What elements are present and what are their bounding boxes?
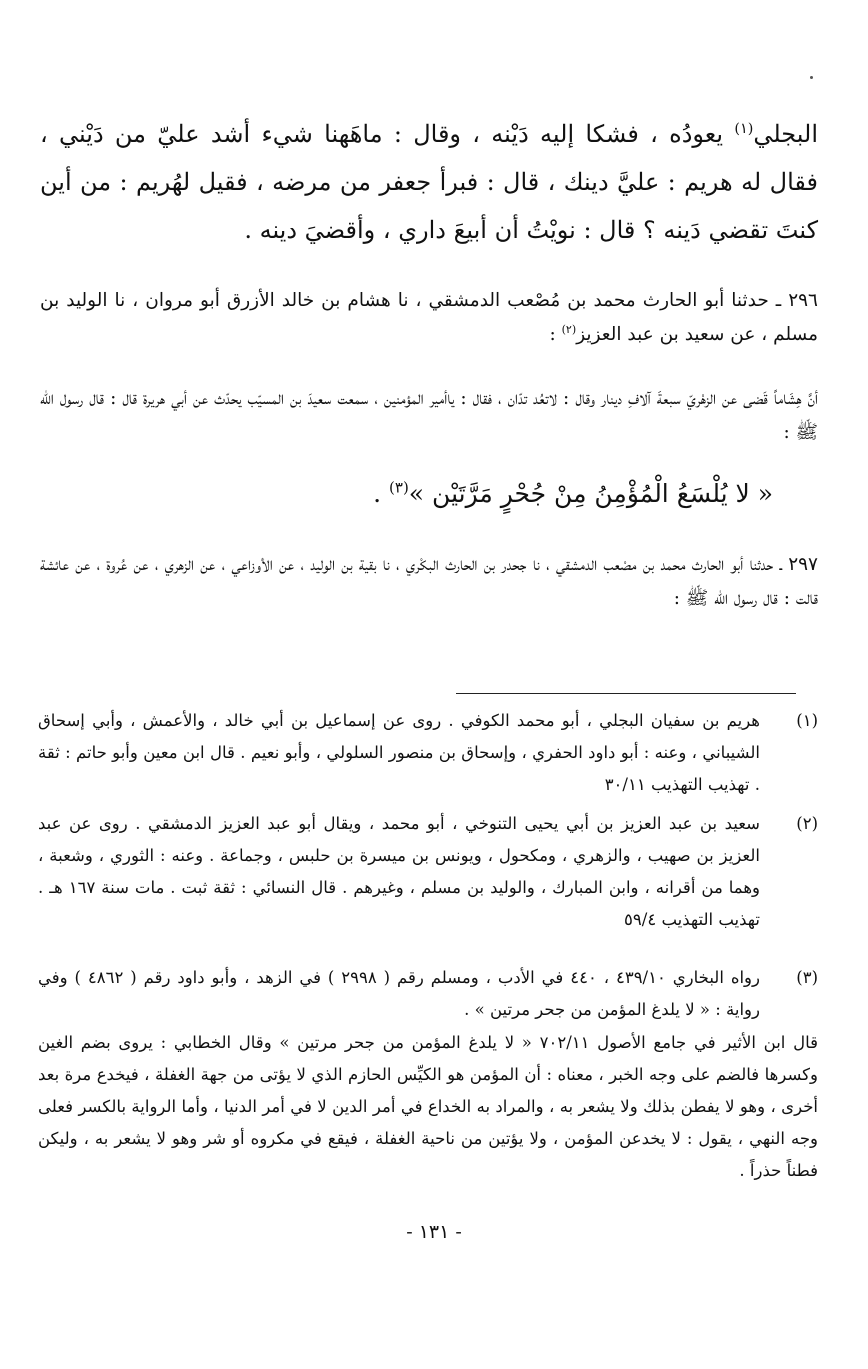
intro-text-start: البجلي — [753, 120, 818, 148]
footnote-3-text: رواه البخاري ٤٣٩/١٠ ، ٤٤٠ في الأدب ، ومسلم رقم ( ٢٩٩٨ ) في الزهد ، وأبو داود رقم ( ٤٨٦٢ ) وفي رواية : « لا يلدغ المؤمن من جحر مرتين » . — [38, 968, 760, 1019]
hadith-quote-tail: . — [373, 479, 390, 508]
hadith-297: ٢٩٧ ـ حدثنا أبو الحارث محمد بن مصْعب الدمشقي ، نا جحدر بن الحارث البكْري ، نا بقية بن الوليد ، عن الأوزاعي ، عن الزهري ، عن عُروة ، عن عائشة قالت : قال رسول الله ﷺ : — [40, 554, 818, 609]
hadith-296-text: ٢٩٦ ـ حدثنا أبو الحارث محمد بن مُصْعب الدمشقي ، نا هشام بن خالد الأزرق أبو مروان ، نا الوليد بن مسلم ، عن سعيد بن عبد العزيز — [40, 290, 818, 345]
scan-speck — [810, 76, 813, 79]
hadith-296-isnad — [40, 284, 818, 352]
footnote-1-text: هريم بن سفيان البجلي ، أبو محمد الكوفي . روى عن إسماعيل بن أبي خالد ، والأعمش ، وأبي إسحاق الشيباني ، وعنه : أبو داود الحفري ، وإسحاق بن منصور السلولي ، وأبو نعيم . قال ابن معين وأبو حاتم : ثقة . تهذيب التهذيب ٣٠/١١ — [38, 711, 760, 794]
footnote-2 — [38, 808, 818, 936]
intro-text-rest: يعودُه ، فشكا إليه دَيْنه ، وقال : ماهَهنا شيء أشد عليّ من دَيْني ، فقال له هريم : عليَّ دينك ، قال : فبرأ جعفر من مرضه ، فقيل لهُريم : من أين كنتَ تقضي دَينه ؟ قال : نويْتُ أن أبيعَ داري ، وأقضيَ دينه . — [40, 120, 818, 244]
footnote-2-text: سعيد بن عبد العزيز بن أبي يحيى التنوخي ، أبو محمد ، ويقال أبو عبد العزيز الدمشقي . روى عن عبد العزيز بن صهيب ، والزهري ، ومكحول ، ويونس بن ميسرة بن حلبس ، وجماعة . وعنه : الثوري ، وشعبة ، وهما من أقرانه ، وابن المبارك ، والوليد بن مسلم ، وغيرهم . قال النسائي : ثقة ثبت . مات سنة ١٦٧ هـ . تهذيب التهذيب ٥٩/٤ — [38, 814, 760, 929]
footnote-3 — [38, 962, 818, 1026]
intro-paragraph — [40, 110, 818, 254]
footnote-ref-3[interactable]: (٣) — [389, 478, 409, 497]
footnote-ref-1[interactable]: (١) — [734, 121, 754, 137]
page-number: - ١٣١ - — [406, 1221, 462, 1243]
footnote-1 — [38, 705, 818, 801]
footnote-3-number: (٣) — [796, 968, 818, 987]
hadith-quote — [40, 474, 773, 514]
footnote-1-number: (١) — [796, 711, 818, 730]
footnote-2-number: (٢) — [796, 814, 818, 833]
hadith-296-matn: أنَّ هِشَاماً قَضى عن الزهْريّ سبعةَ آلافِ دينار وقال : لاتعُد تدّان ، فقال : ياأمير المؤمنين ، سمعت سعيدَ بن المسيّب يحدّث عن أبي هريرة قال : قال رسول الله ﷺ : — [40, 388, 818, 443]
hadith-296-tail: : — [549, 324, 562, 345]
footnote-separator — [456, 693, 796, 694]
footnote-ref-2[interactable]: (٢) — [561, 322, 577, 336]
footnote-3-continuation: قال ابن الأثير في جامع الأصول ٧٠٢/١١ « لا يلدغ المؤمن من جحر مرتين » وقال الخطابي : يروى بضم الغين وكسرها فالضم على وجه الخبر ، معناه : أن المؤمن هو الكيِّس الحازم الذي لا يؤتى من جهة الغفلة ، فيخدع مرة بعد أخرى ، وهو لا يفطن بذلك ولا يشعر به ، والمراد به الخداع في أمر الدين لا في أمر الدنيا ، وأما الرواية بالكسر فعلى وجه النهي ، يقول : لا يخدعن المؤمن ، ولا يؤتين من ناحية الغفلة ، فيقع في مكروه أو شر وهو لا يشعر به ، وليكن فطناً حذراً . — [38, 1033, 818, 1180]
hadith-quote-text: « لا يُلْسَعُ الْمُؤْمِنُ مِنْ جُحْرٍ مَرَّتَيْن » — [408, 479, 773, 508]
